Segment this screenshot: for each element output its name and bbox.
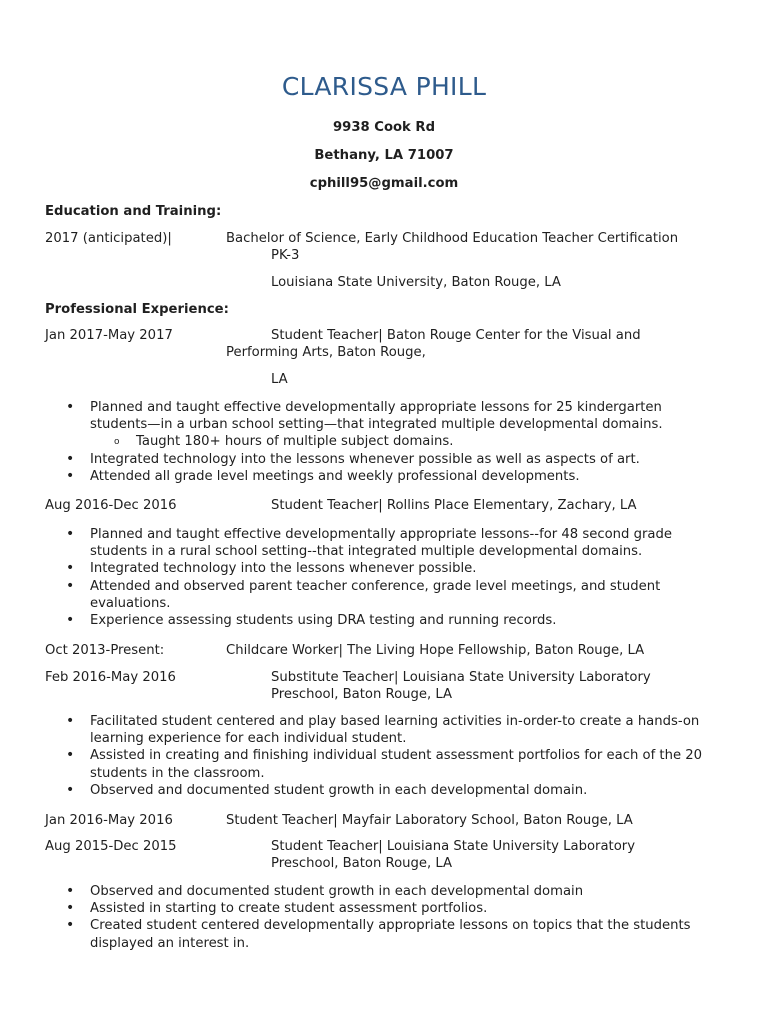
job-date: Jan 2017-May 2017: [45, 328, 173, 343]
job-bullet-list: [0, 713, 720, 799]
job-bullet-list: [0, 399, 720, 485]
email: cphill95@gmail.com: [309, 176, 459, 191]
job-title-line-2: Preschool, Baton Rouge, LA: [271, 856, 453, 871]
job-bullet-list: [0, 883, 720, 952]
job-bullet-list: [0, 526, 720, 629]
job-title-line-2: Performing Arts, Baton Rouge,: [226, 345, 426, 360]
address-line-2: Bethany, LA 71007: [314, 148, 454, 163]
job-title-line-2: Preschool, Baton Rouge, LA: [271, 687, 453, 702]
bullet-item: • Observed and documented student growth in each developmental domain: [0, 883, 720, 900]
job-date: Jan 2016-May 2016: [45, 813, 173, 828]
degree-line-2: PK-3: [271, 248, 300, 263]
school: Louisiana State University, Baton Rouge, LA: [271, 275, 561, 290]
degree-line-1: Bachelor of Science, Early Childhood Education Teacher Certification: [226, 231, 679, 246]
job-date: Aug 2015-Dec 2015: [45, 839, 177, 854]
bullet-item: • Integrated technology into the lessons whenever possible.: [0, 560, 720, 577]
bullet-item: • Assisted in creating and finishing individual student assessment portfolios for each of the 20 students in the classroom.: [0, 747, 720, 781]
bullet-item: • Attended and observed parent teacher conference, grade level meetings, and student evaluations.: [0, 578, 720, 612]
education-date: 2017 (anticipated)|: [45, 231, 172, 246]
bullet-item: • Assisted in starting to create student assessment portfolios.: [0, 900, 720, 917]
job-date: Feb 2016-May 2016: [45, 670, 176, 685]
job-date: Oct 2013-Present:: [45, 643, 165, 658]
job-title-line-1: Student Teacher| Baton Rouge Center for the Visual and: [271, 328, 641, 343]
job-title-line-1: Childcare Worker| The Living Hope Fellowship, Baton Rouge, LA: [226, 643, 645, 658]
address-line-1: 9938 Cook Rd: [332, 120, 436, 135]
job-title-line-1: Student Teacher| Mayfair Laboratory School, Baton Rouge, LA: [226, 813, 633, 828]
job-date: Aug 2016-Dec 2016: [45, 498, 177, 513]
bullet-item: • Attended all grade level meetings and weekly professional developments.: [0, 468, 720, 485]
experience-heading: Professional Experience:: [45, 302, 229, 317]
job-title-line-1: Student Teacher| Rollins Place Elementary, Zachary, LA: [271, 498, 637, 513]
bullet-item: • Planned and taught effective developmentally appropriate lessons--for 48 second grade students in a rural school setting--that integrated multiple developmental domains.: [0, 526, 720, 560]
sub-bullet-item: o Taught 180+ hours of multiple subject domains.: [0, 433, 720, 450]
job-title-line-1: Student Teacher| Louisiana State University Laboratory: [271, 839, 635, 854]
job-title-line-3: LA: [271, 372, 288, 387]
bullet-item: • Observed and documented student growth in each developmental domain.: [0, 782, 720, 799]
bullet-item: • Experience assessing students using DRA testing and running records.: [0, 612, 720, 629]
bullet-item: • Integrated technology into the lessons whenever possible as well as aspects of art.: [0, 451, 720, 468]
education-heading: Education and Training:: [45, 204, 222, 219]
job-title-line-1: Substitute Teacher| Louisiana State University Laboratory: [271, 670, 651, 685]
bullet-item: • Planned and taught effective developmentally appropriate lessons for 25 kindergarten students—in a urban school setting—that integrated multiple developmental domains.: [0, 399, 720, 433]
candidate-name: CLARISSA PHILL: [281, 72, 487, 101]
bullet-item: • Created student centered developmentally appropriate lessons on topics that the students displayed an interest in.: [0, 917, 720, 951]
bullet-item: • Facilitated student centered and play based learning activities in-order-to create a hands-on learning experience for each individual student.: [0, 713, 720, 747]
